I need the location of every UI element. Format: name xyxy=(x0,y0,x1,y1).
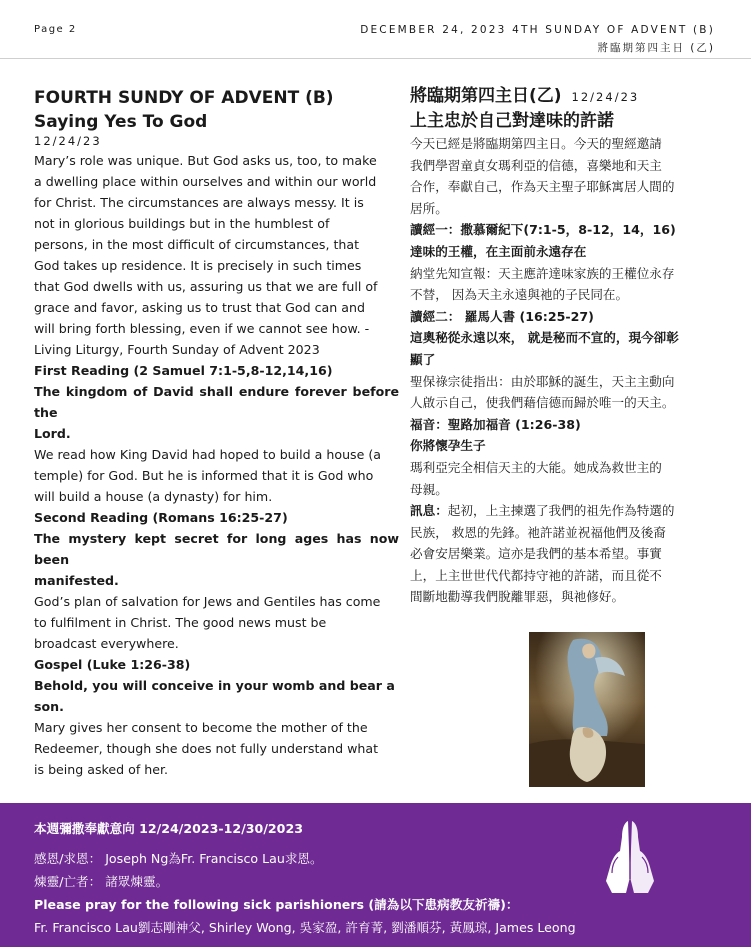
zh-r2-text: 人啟示自己，使我們藉信德而歸於唯一的天主。 xyxy=(410,395,675,411)
zh-message-line: 民族， 救恩的先鋒。祂許諾並祝福他們及後裔 xyxy=(410,524,666,540)
zh-intro-line: 居所。 xyxy=(410,200,448,216)
chinese-title xyxy=(410,84,716,109)
zh-r2-heading: 這奧秘從永遠以來， 就是秘而不宣的，現今卻彰 xyxy=(410,330,679,346)
zh-gospel-heading: 你將懷孕生子 xyxy=(410,438,486,454)
chinese-subtitle: 上主忠於自己對達味的許諾 xyxy=(410,111,614,131)
first-reading-text: We read how King David had hoped to build a house (a xyxy=(34,447,381,462)
intro-line: Mary’s role was unique. But God asks us, too, to make xyxy=(34,153,377,168)
zh-gospel-text: 瑪利亞完全相信天主的大能。她成為救世主的 xyxy=(410,459,662,475)
intro-line: not in glorious buildings but in the humblest of xyxy=(34,216,330,231)
sick-names: Fr. Francisco Lau劉志剛神父, Shirley Wong, 吳家盈, 許育菁, 劉潘順芬, 黃鳳琼, James Leong xyxy=(34,920,576,935)
zh-gospel-text: 母親。 xyxy=(410,481,448,497)
chinese-column xyxy=(410,84,716,608)
intro-line: will bring forth blessing, even if we cannot see how. - xyxy=(34,321,370,336)
english-subtitle: Saying Yes To God xyxy=(34,112,208,132)
zh-r1-text: 不替， 因為天主永遠與祂的子民同在。 xyxy=(410,287,629,303)
zh-message-line: 間斷地勸導我們脫離罪惡，與祂修好。 xyxy=(410,589,625,605)
praying-hands-icon xyxy=(598,817,662,897)
chinese-date: 12/24/23 xyxy=(571,90,640,104)
zh-r1-heading: 達味的王權，在主面前永遠存在 xyxy=(410,243,587,259)
zh-message-text: 起初，上主揀選了我們的祖先作為特選的 xyxy=(447,503,675,519)
thanksgiving-line: 感恩/求恩： Joseph Ng為Fr. Francisco Lau求恩。 xyxy=(34,851,323,866)
gospel-heading: Behold, you will conceive in your womb and bear a xyxy=(34,678,395,693)
second-reading-heading: The mystery kept secret for long ages has now been xyxy=(34,531,399,567)
gospel-label: Gospel (Luke 1:26-38) xyxy=(34,657,191,672)
intro-line: Living Liturgy, Fourth Sunday of Advent 2023 xyxy=(34,342,320,357)
mass-intentions-title: 本週彌撒奉獻意向 12/24/2023-12/30/2023 xyxy=(34,821,303,836)
gospel-text: Mary gives her consent to become the mother of the xyxy=(34,720,368,735)
zh-intro-line: 合作，奉獻自己，作為天主聖子耶穌寓居人間的 xyxy=(410,179,675,195)
header-divider xyxy=(0,58,751,59)
first-reading-heading: The kingdom of David shall endure forever before the xyxy=(34,384,399,420)
first-reading-text: will build a house (a dynasty) for him. xyxy=(34,489,273,504)
zh-r2-heading: 顯了 xyxy=(410,351,436,367)
chinese-title-text: 將臨期第四主日(乙) xyxy=(410,86,562,106)
second-reading-label: Second Reading (Romans 16:25-27) xyxy=(34,510,288,525)
page-number: Page 2 xyxy=(34,24,77,35)
annunciation-painting-svg xyxy=(529,632,645,787)
english-date: 12/24/23 xyxy=(34,134,102,148)
header-zh-title: 將臨期第四主日 (乙) xyxy=(597,42,715,54)
second-reading-text: broadcast everywhere. xyxy=(34,636,179,651)
intro-line: a dwelling place within ourselves and within our world xyxy=(34,174,377,189)
english-column xyxy=(34,86,399,780)
zh-r1-text: 納堂先知宣報：天主應許達味家族的王權位永存 xyxy=(410,265,675,281)
zh-r2-label: 讀經二： 羅馬人書 (16:25-27) xyxy=(410,308,594,324)
zh-message-line xyxy=(410,500,716,522)
zh-r2-text: 聖保祿宗徒指出：由於耶穌的誕生，天主主動向 xyxy=(410,373,675,389)
pray-sick-heading: Please pray for the following sick parishioners (請為以下患病教友祈禱)： xyxy=(34,897,519,912)
intro-line: that God dwells with us, assuring us that we are full of xyxy=(34,279,378,294)
intro-line: persons, in the most difficult of circumstances, that xyxy=(34,237,360,252)
second-reading-text: God’s plan of salvation for Jews and Gentiles has come xyxy=(34,594,381,609)
zh-r1-label: 讀經一：撒慕爾紀下(7:1-5，8-12，14，16) xyxy=(410,222,676,238)
gospel-text: Redeemer, though she does not fully understand what xyxy=(34,741,379,756)
annunciation-painting xyxy=(529,632,645,787)
second-reading-text: to fulfilment in Christ. The good news must be xyxy=(34,615,327,630)
header-date: DECEMBER 24, 2023 4TH SUNDAY OF ADVENT (B) xyxy=(360,24,715,36)
intro-line: grace and favor, asking us to trust that God can and xyxy=(34,300,365,315)
intro-line: God takes up residence. It is precisely in such times xyxy=(34,258,362,273)
gospel-heading: son. xyxy=(34,699,64,714)
departed-line: 煉靈/亡者： 諸眾煉靈。 xyxy=(34,874,169,889)
first-reading-heading: Lord. xyxy=(34,426,71,441)
english-title: FOURTH SUNDY OF ADVENT (B) xyxy=(34,88,334,108)
gospel-text: is being asked of her. xyxy=(34,762,169,777)
first-reading-text: temple) for God. But he is informed that it is God who xyxy=(34,468,374,483)
first-reading-label: First Reading (2 Samuel 7:1-5,8-12,14,16) xyxy=(34,363,333,378)
second-reading-heading: manifested. xyxy=(34,573,119,588)
zh-message-line: 上，上主世世代代都持守祂的許諾，而且從不 xyxy=(410,567,662,583)
footer-band xyxy=(0,803,751,947)
zh-message-line: 必會安居樂業。這亦是我們的基本希望。事實 xyxy=(410,546,662,562)
zh-intro-line: 今天已經是將臨期第四主日。今天的聖經邀請 xyxy=(410,136,662,151)
zh-intro-line: 我們學習童貞女瑪利亞的信德，喜樂地和天主 xyxy=(410,157,662,173)
zh-gospel-label: 福音：聖路加福音 (1:26-38) xyxy=(410,416,581,432)
zh-message-label: 訊息： xyxy=(410,503,448,519)
intro-line: for Christ. The circumstances are always messy. It is xyxy=(34,195,364,210)
